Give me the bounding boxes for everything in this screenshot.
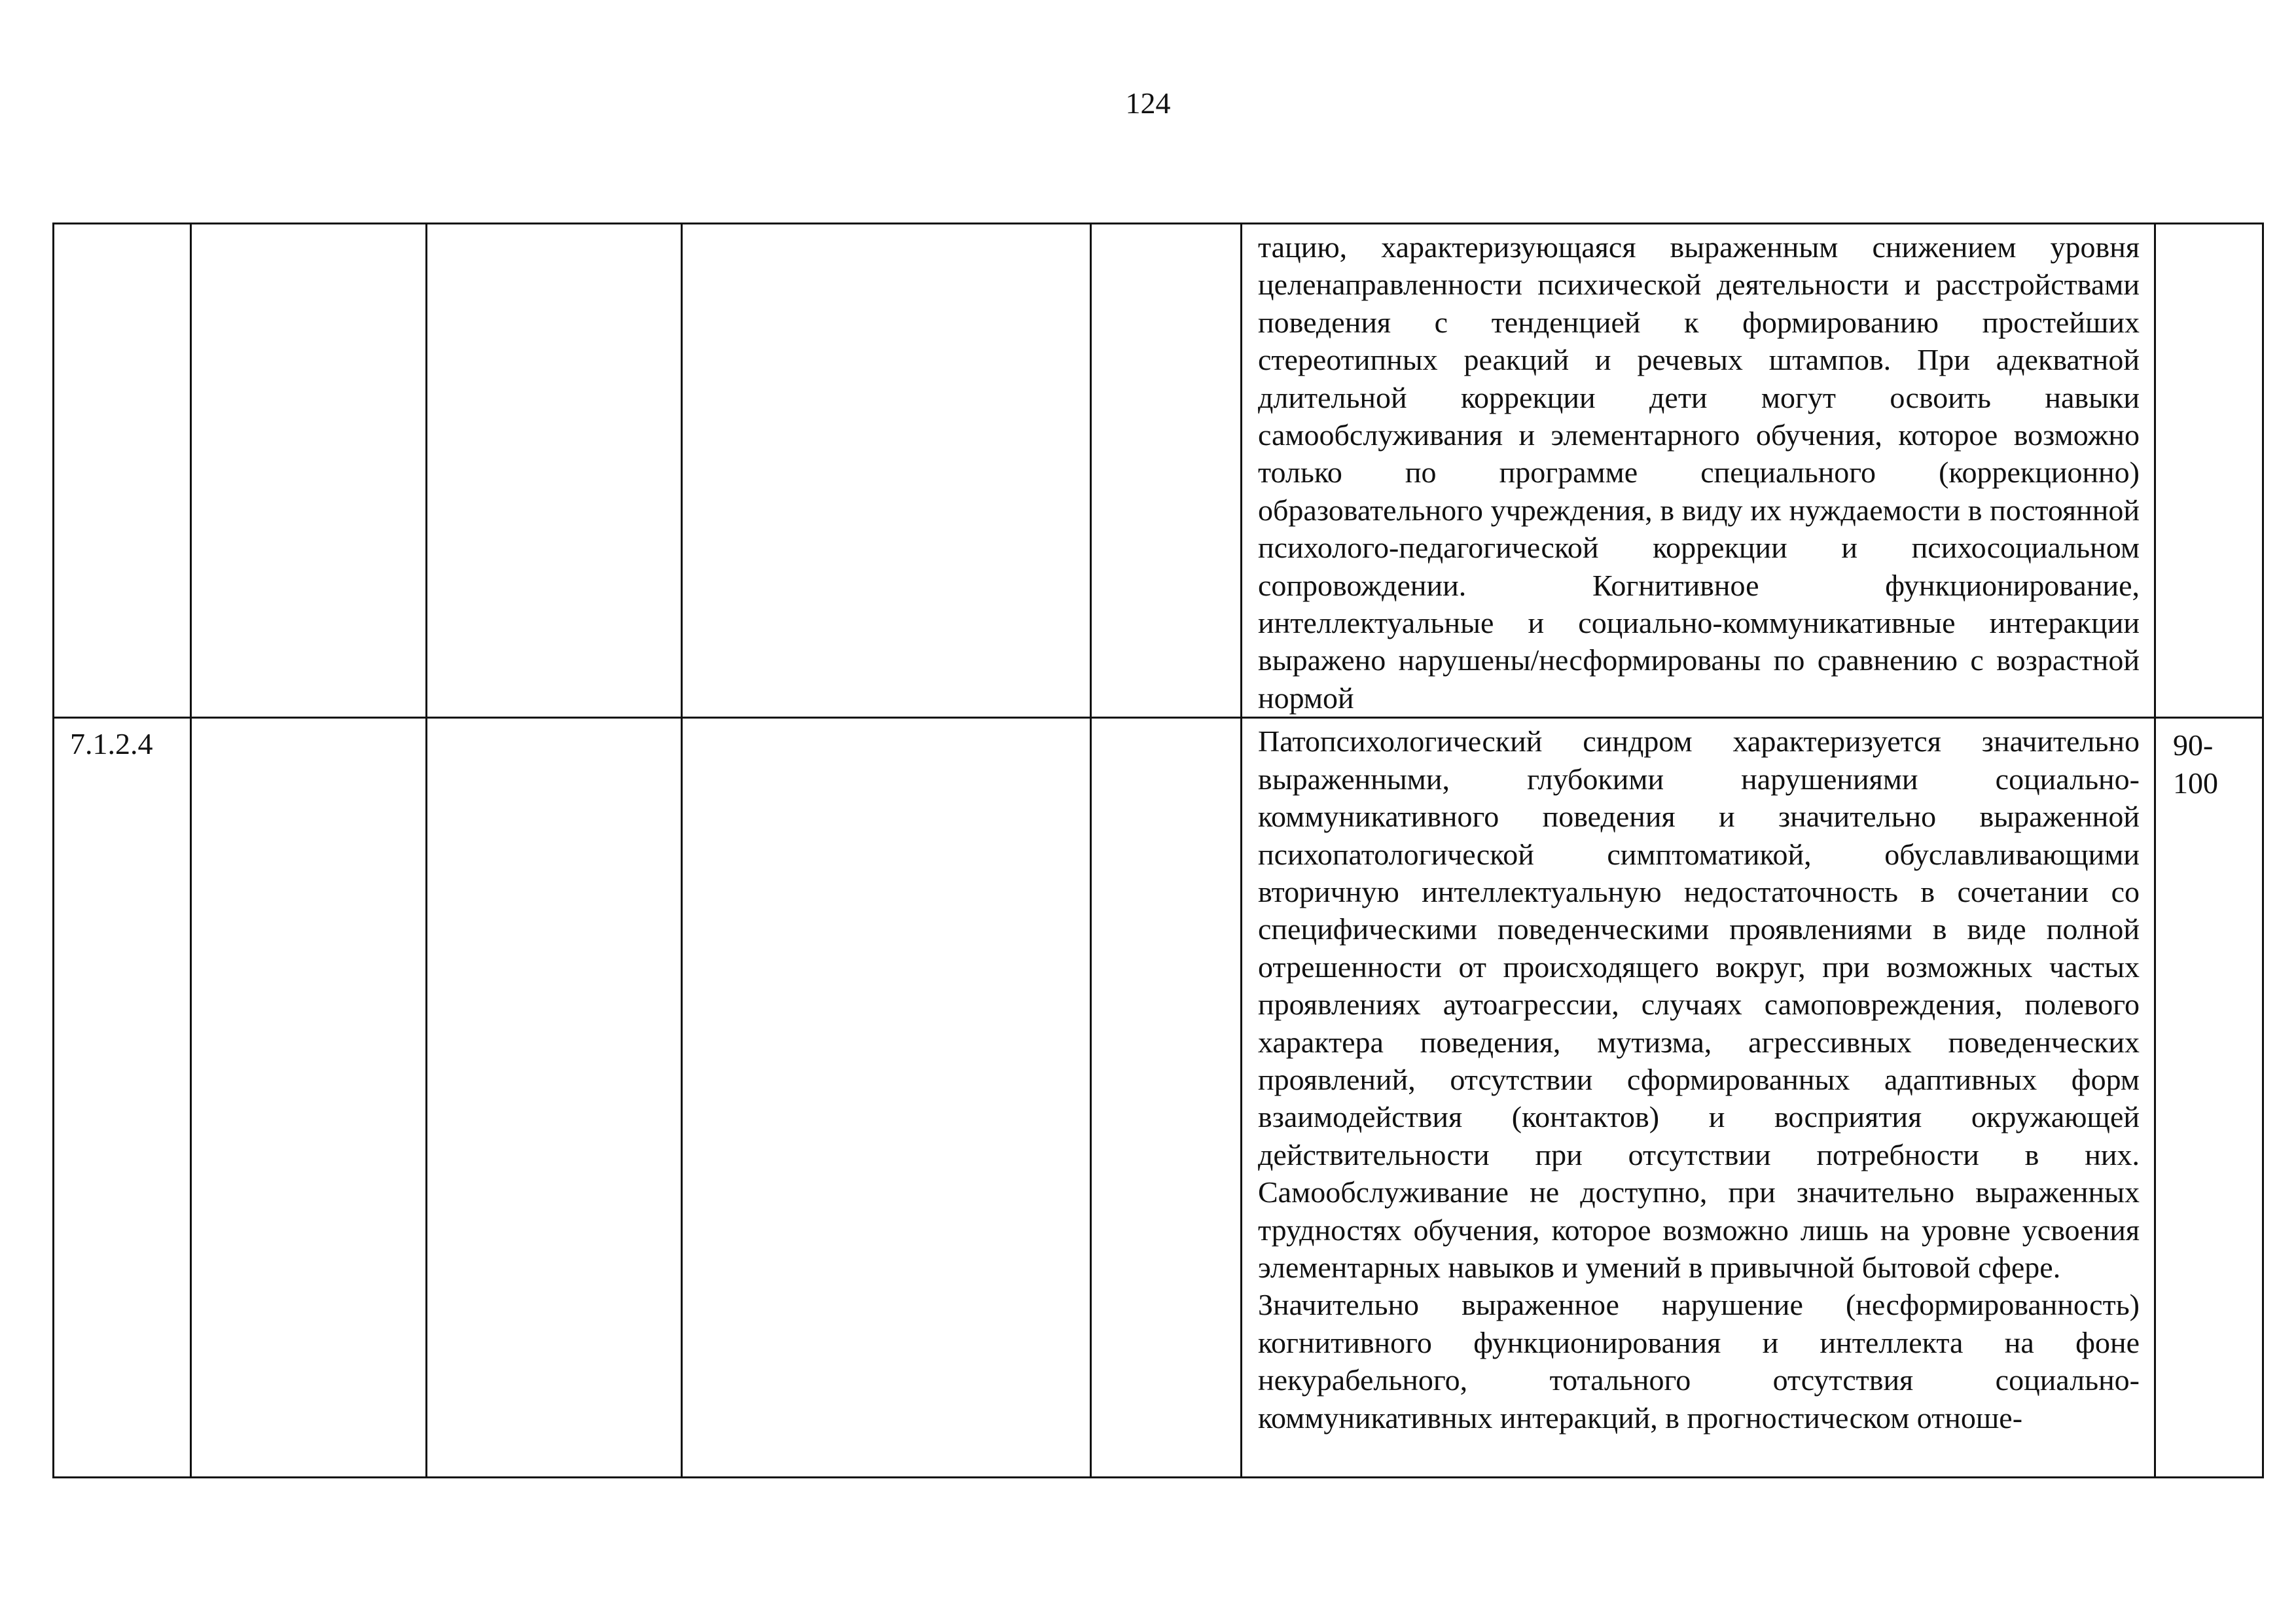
description-paragraph: Патопсихологический синдром характеризуется значительно выраженными, глубокими нарушениями социально-коммуникативного поведения и значительно выраженной психопатологической симптоматикой, обуславливающими вторичную интеллектуальную недостаточность в сочетании со специфическими поведенческими проявлениями в виде полной отрешенности от происходящего вокруг, при возможных частых проявлениях аутоагрессии, случаях самоповреждения, полевого характера поведения, мутизма, агрессивных поведенческих проявлений, отсутствии сформированных адаптивных форм взаимодействия (контактов) и восприятия окружающей действительности при отсутствии потребности в них. Самообслуживание не доступно, при значительно выраженных трудностях обучения, которое возможно лишь на уровне усвоения элементарных навыков и умений в привычной бытовой сфере. — [1258, 724, 2140, 1284]
description — [1242, 719, 2154, 1436]
empty-cell — [191, 224, 427, 718]
empty-cell — [682, 224, 1091, 718]
row-code — [54, 224, 190, 231]
description-cell — [1242, 718, 2155, 1478]
description — [1242, 224, 2154, 717]
empty-cell — [427, 718, 682, 1478]
empty-cell — [427, 224, 682, 718]
code-cell — [54, 718, 191, 1478]
description-paragraph: Значительно выраженное нарушение (несформированность) когнитивного функционирования и интеллекта на фоне некурабельного, тотального отсутствия социально-коммуникативных интеракций, в прогностическом отноше- — [1258, 1288, 2140, 1435]
score-value: 90-100 — [2173, 728, 2218, 800]
description-cell — [1242, 224, 2155, 718]
empty-cell — [191, 718, 427, 1478]
empty-cell — [682, 718, 1091, 1478]
criteria-table — [52, 223, 2264, 1478]
description-paragraph: тацию, характеризующаяся выраженным снижением уровня целенаправленности психической деятельности и расстройствами поведения с тенденцией к формированию простейших стереотипных реакций и речевых штампов. При адекватной длительной коррекции дети могут освоить навыки самообслуживания и элементарного обучения, которое возможно только по программе специального (коррекционно) образовательного учреждения, в виду их нуждаемости в постоянной психолого-педагогической коррекции и психосоциальном сопровождении. Когнитивное функционирование, интеллектуальные и социально-коммуникативные интеракции выражено нарушены/несформированы по сравнению с возрастной нормой — [1258, 230, 2140, 715]
table-row — [54, 224, 2263, 718]
code-cell — [54, 224, 191, 718]
page-number: 124 — [1125, 86, 1171, 120]
table-row — [54, 718, 2263, 1478]
empty-cell — [1091, 718, 1242, 1478]
row-code: 7.1.2.4 — [70, 727, 153, 761]
score-value — [2156, 224, 2262, 232]
score-cell — [2155, 718, 2263, 1478]
empty-cell — [1091, 224, 1242, 718]
score-cell — [2155, 224, 2263, 718]
